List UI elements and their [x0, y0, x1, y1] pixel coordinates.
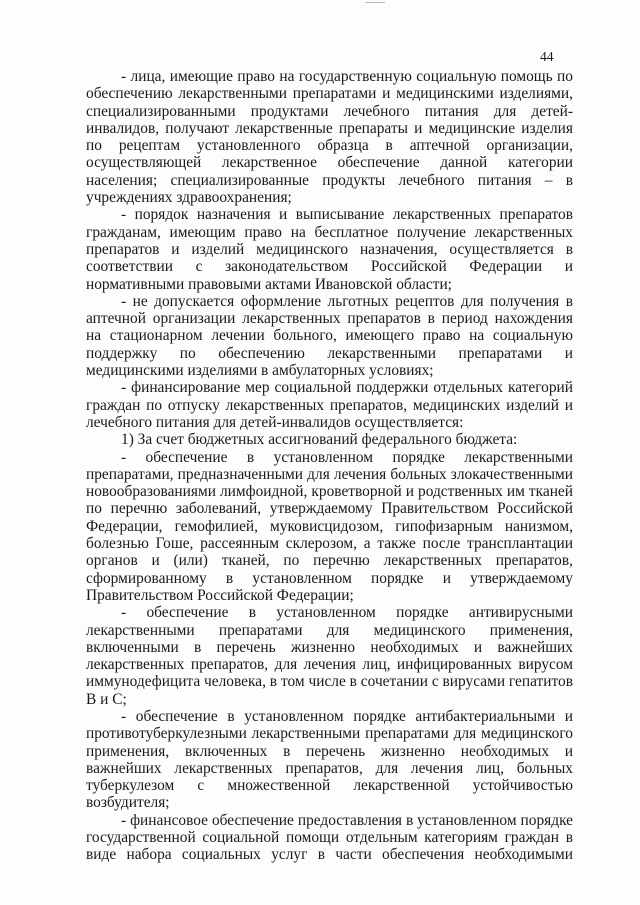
page-number: 44	[540, 49, 554, 64]
paragraph-prescription-procedure: - порядок назначения и выписывание лекарственных препаратов гражданам, имеющим право на бесплатное получение лекарственных препаратов и изделий медицинского назначения, осуществляется в соответствии с законодательством Российской Федерации и нормативными правовыми актами Ивановской области;	[86, 206, 573, 293]
paragraph-antibacterial-provision: - обеспечение в установленном порядке антибактериальными и противотуберкулезными лекарственными препаратами для медицинского применения, включенных в перечень жизненно необходимых и важнейших лекарственных препаратов, для лечения лиц, больных туберкулезом с множественной лекарственной устойчивостью возбудителя;	[86, 707, 573, 812]
paragraph-social-services-financing: - финансовое обеспечение предоставления в установленном порядке государственной социальной помощи отдельным категориям граждан в виде набора социальных услуг в части обеспечения необходимыми	[86, 811, 573, 864]
paragraph-antiviral-provision: - обеспечение в установленном порядке антивирусными лекарственными препаратами для медицинского применения, включенными в перечень жизненно необходимых и важнейших лекарственных препаратов, для лечения лиц, инфицированных вирусом иммунодефицита человека, в том числе в сочетании с вирусами гепатитов В и С;	[86, 604, 573, 708]
paragraph-eligible-persons: - лица, имеющие право на государственную социальную помощь по обеспечению лекарственными препаратами и медицинскими изделиями, специализированными продуктами лечебного питания для детей-инвалидов, получают лекарственные препараты и медицинские изделия по рецептам установленного образца в аптечной организации, осуществляющей лекарственное обеспечение данной категории населения; специализированные продукты лечебного питания – в учреждениях здравоохранения;	[86, 68, 573, 207]
paragraph-financing-intro: - финансирование мер социальной поддержки отдельных категорий граждан по отпуску лекарственных препаратов, медицинских изделий и лечебного питания для детей-инвалидов осуществляется:	[86, 379, 573, 431]
paragraph-federal-budget-heading: 1) За счет бюджетных ассигнований федерального бюджета:	[121, 431, 518, 449]
paragraph-federal-drug-provision: - обеспечение в установленном порядке лекарственными препаратами, предназначенными для лечения больных злокачественными новообразованиями лимфоидной, кроветворной и родственных им тканей по перечню заболеваний, утверждаемому Правительством Российской Федерации, гемофилией, муковисцидозом, гипофизарным нанизмом, болезнью Гоше, рассеянным склерозом, а также после трансплантации органов и (или) тканей, по перечню лекарственных препаратов, сформированному в установленном порядке и утверждаемому Правительством Российской Федерации;	[86, 448, 573, 604]
scan-artifact	[365, 2, 385, 3]
document-body	[86, 68, 573, 864]
paragraph-inpatient-restriction: - не допускается оформление льготных рецептов для получения в аптечной организации лекарственных препаратов в период нахождения на стационарном лечении больного, имеющего право на социальную поддержку по обеспечению лекарственными препаратами и медицинскими изделиями в амбулаторных условиях;	[86, 292, 573, 380]
